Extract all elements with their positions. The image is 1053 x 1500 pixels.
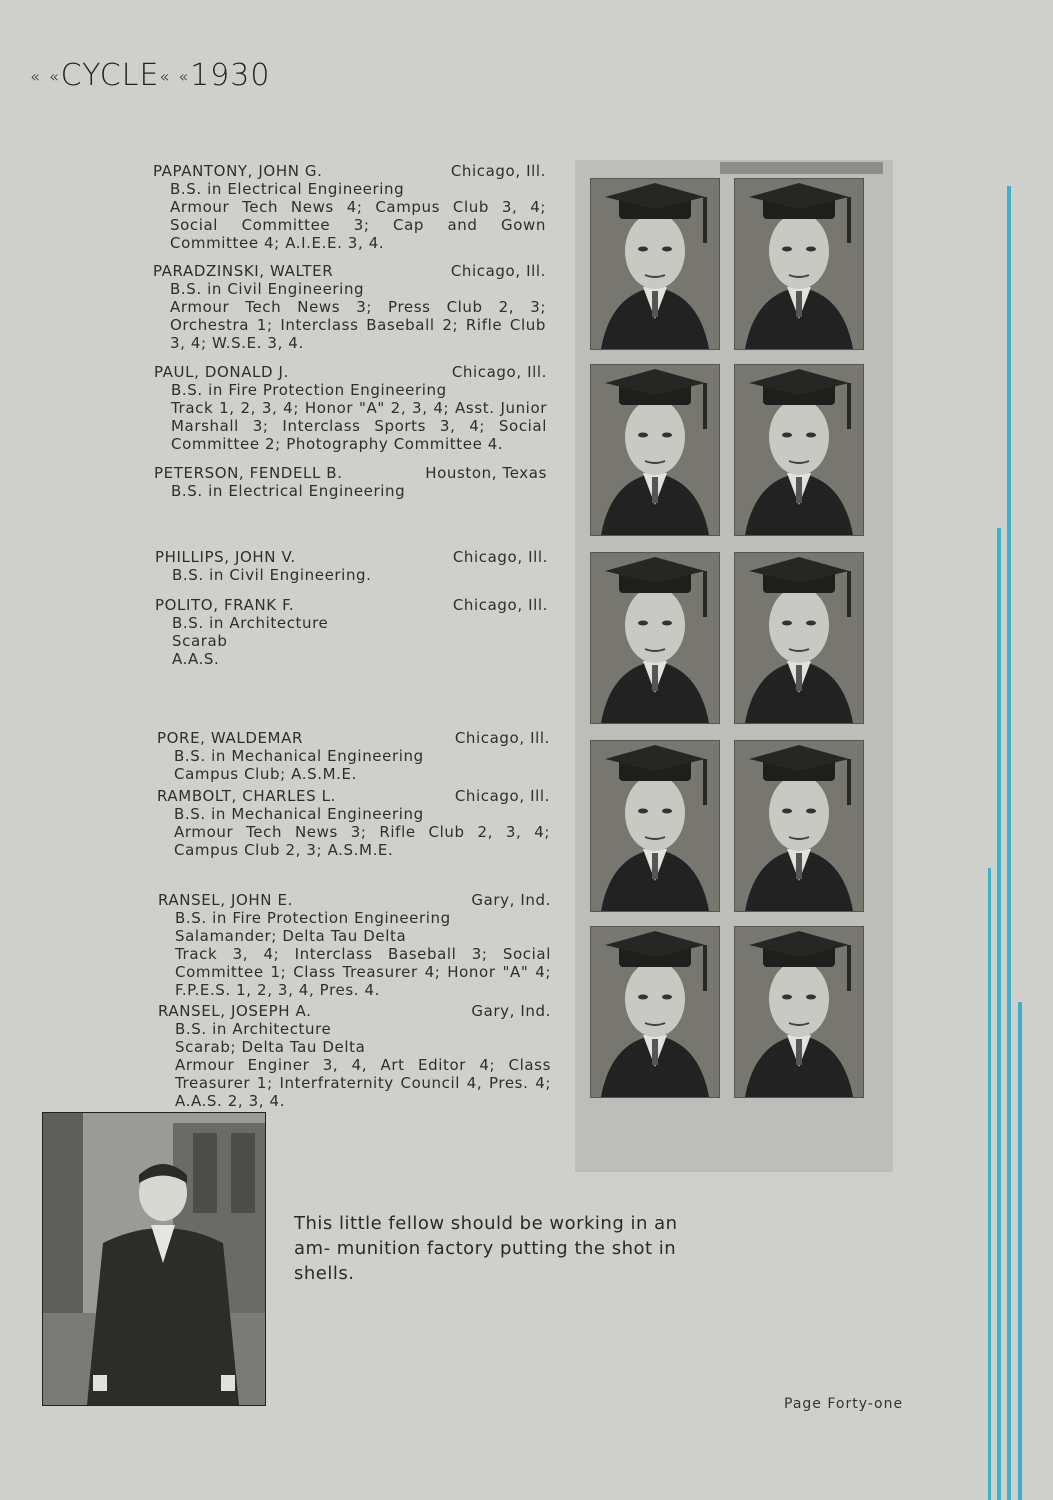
portrait-photo — [590, 364, 720, 536]
entry-details: Track 1, 2, 3, 4; Honor "A" 2, 3, 4; Asst. Junior Marshall 3; Interclass Sports 3, 4; Social Committee 2; Photography Committee 4. — [171, 399, 547, 453]
header-title: CYCLE — [60, 58, 160, 93]
entry-papantony — [153, 162, 546, 252]
entry-details: Scarab; Delta Tau Delta Armour Enginer 3, 4, Art Editor 4; Class Treasurer 1; Interfraternity Council 4, Pres. 4; A.A.S. 2, 3, 4. — [175, 1038, 551, 1110]
entry-name: PAUL, DONALD J. — [154, 363, 289, 381]
entry-degree: B.S. in Mechanical Engineering — [174, 805, 424, 823]
entry-phillips — [155, 548, 548, 584]
candid-photo — [42, 1112, 266, 1406]
entry-degree: B.S. in Mechanical Engineering — [174, 747, 424, 765]
entry-degree: B.S. in Fire Protection Engineering — [175, 909, 451, 927]
entry-city: Chicago, Ill. — [450, 262, 546, 280]
entry-name: PETERSON, FENDELL B. — [154, 464, 343, 482]
entry-name: RAMBOLT, CHARLES L. — [157, 787, 336, 805]
accent-rule-4 — [988, 868, 991, 1500]
entry-details: Armour Tech News 4; Campus Club 3, 4; Social Committee 3; Cap and Gown Committee 4; A.I.E.E. 3, 4. — [170, 198, 546, 252]
entry-degree: B.S. in Civil Engineering — [170, 280, 365, 298]
entry-city: Chicago, Ill. — [452, 596, 548, 614]
entry-degree: B.S. in Electrical Engineering — [170, 180, 405, 198]
chevron-mid-icon: « « — [159, 67, 191, 86]
entry-details: Armour Tech News 3; Rifle Club 2, 3, 4; Campus Club 2, 3; A.S.M.E. — [174, 823, 550, 859]
entry-name: PAPANTONY, JOHN G. — [153, 162, 323, 180]
portrait-photo — [734, 178, 864, 350]
entry-degree: B.S. in Fire Protection Engineering — [171, 381, 447, 399]
entry-polito — [155, 596, 548, 668]
entry-details: Armour Tech News 3; Press Club 2, 3; Orchestra 1; Interclass Baseball 2; Rifle Club 3, 4; W.S.E. 3, 4. — [170, 298, 546, 352]
entry-details: Salamander; Delta Tau Delta Track 3, 4; Interclass Baseball 3; Social Committee 1; Class Treasurer 4; Honor "A" 4; F.P.E.S. 1, 2, 3, 4, Pres. 4. — [175, 927, 551, 999]
entry-degree: B.S. in Architecture — [175, 1020, 332, 1038]
entry-degree: B.S. in Architecture — [172, 614, 329, 632]
page-number: Page Forty-one — [784, 1396, 904, 1412]
accent-rule-2 — [997, 528, 1001, 1500]
entry-paradzinski — [153, 262, 546, 352]
accent-rule-1 — [1007, 186, 1011, 1500]
entry-degree: B.S. in Electrical Engineering — [171, 482, 406, 500]
portrait-photo — [734, 364, 864, 536]
portrait-photo — [590, 740, 720, 912]
panel-top-strip — [720, 162, 883, 174]
photo-caption: This little fellow should be working in an am- munition factory putting the shot in shells. — [294, 1213, 678, 1284]
entry-ransel-joseph — [158, 1002, 551, 1110]
entry-city: Gary, Ind. — [471, 891, 551, 909]
header-year: 1930 — [190, 58, 271, 93]
entry-name: RANSEL, JOHN E. — [158, 891, 293, 909]
entry-city: Chicago, Ill. — [454, 729, 550, 747]
entry-details: Scarab A.A.S. — [172, 632, 228, 668]
chevron-left-icon: « « — [30, 67, 61, 86]
portrait-photo — [734, 552, 864, 724]
entry-name: PHILLIPS, JOHN V. — [155, 548, 296, 566]
entry-city: Chicago, Ill. — [454, 787, 550, 805]
entry-name: PORE, WALDEMAR — [157, 729, 303, 747]
entry-city: Houston, Texas — [425, 464, 547, 482]
entry-name: RANSEL, JOSEPH A. — [158, 1002, 312, 1020]
portrait-photo — [590, 552, 720, 724]
entry-pore — [157, 729, 550, 783]
accent-rule-3 — [1018, 1002, 1022, 1500]
page-header — [30, 58, 270, 93]
portrait-photo — [590, 926, 720, 1098]
entry-peterson — [154, 464, 547, 500]
entry-rambolt — [157, 787, 550, 859]
portrait-photo — [590, 178, 720, 350]
portrait-photo — [734, 926, 864, 1098]
entry-city: Gary, Ind. — [471, 1002, 551, 1020]
entry-paul — [154, 363, 547, 453]
portrait-photo — [734, 740, 864, 912]
entry-city: Chicago, Ill. — [450, 162, 546, 180]
entry-name: PARADZINSKI, WALTER — [153, 262, 334, 280]
entry-degree: B.S. in Civil Engineering. — [172, 566, 372, 584]
entry-city: Chicago, Ill. — [451, 363, 547, 381]
entry-city: Chicago, Ill. — [452, 548, 548, 566]
entry-ransel-john — [158, 891, 551, 999]
entry-details: Campus Club; A.S.M.E. — [174, 765, 357, 783]
entry-name: POLITO, FRANK F. — [155, 596, 295, 614]
